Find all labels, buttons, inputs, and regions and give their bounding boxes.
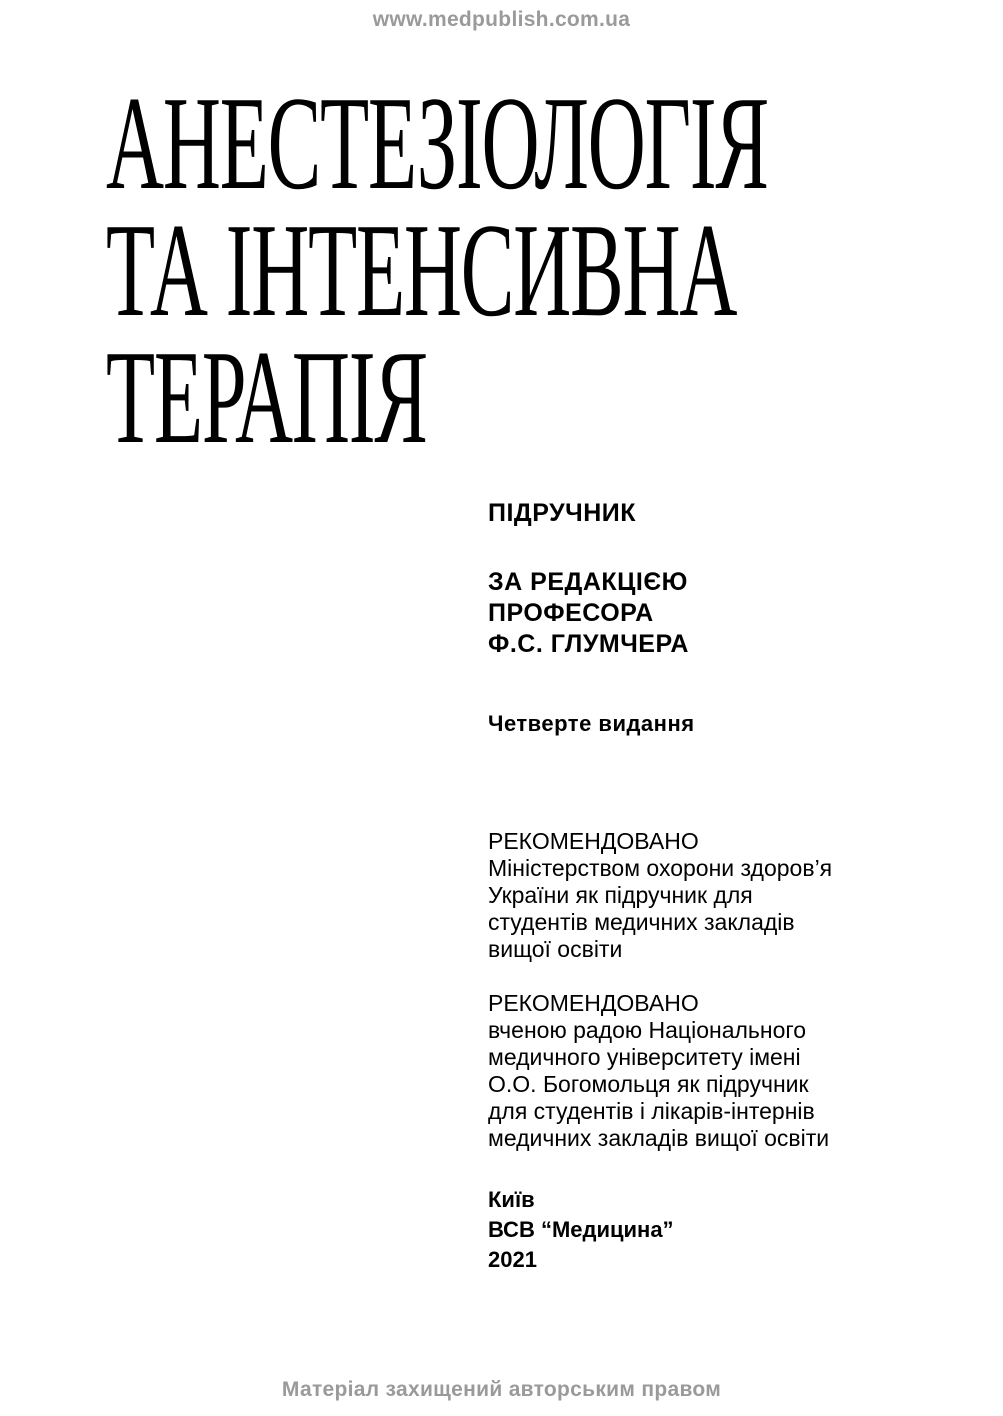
title-line-2: ТА ІНТЕНСИВНА <box>106 196 737 344</box>
book-title <box>106 69 906 471</box>
rec2-line-6: медичних закладів вищої освіти <box>488 1125 830 1151</box>
rec1-line-2: Міністерством охорони здоров’я <box>488 855 833 881</box>
title-line-3: ТЕРАПІЯ <box>106 323 427 471</box>
publisher-name: ВСВ “Медицина” <box>488 1217 674 1242</box>
recommendation-ministry <box>488 828 948 963</box>
watermark-url: www.medpublish.com.ua <box>372 8 631 31</box>
rec2-line-1: РЕКОМЕНДОВАНО <box>488 990 699 1016</box>
rec1-line-4: студентів медичних закладів <box>488 909 795 935</box>
copyright-watermark: Матеріал захищений авторським правом <box>281 1378 722 1401</box>
rec2-line-2: вченою радою Національного <box>488 1017 807 1043</box>
rec1-line-5: вищої освіти <box>488 936 623 962</box>
publisher-block <box>488 1185 948 1275</box>
title-line-1: АНЕСТЕЗІОЛОГІЯ <box>106 69 768 217</box>
editor-line-3: Ф.С. ГЛУМЧЕРА <box>488 630 689 658</box>
rec2-line-4: О.О. Богомольця як підручник <box>488 1071 809 1097</box>
editor-block <box>488 567 948 660</box>
document-type: ПІДРУЧНИК <box>488 499 636 527</box>
editor-line-1: ЗА РЕДАКЦІЄЮ <box>488 568 688 596</box>
rec2-line-3: медичного університету імені <box>488 1044 801 1070</box>
recommendation-university <box>488 990 948 1152</box>
rec1-line-3: України як підручник для <box>488 882 753 908</box>
editor-line-2: ПРОФЕСОРА <box>488 599 654 627</box>
publication-year: 2021 <box>488 1247 537 1272</box>
publisher-city: Київ <box>488 1187 535 1212</box>
rec2-line-5: для студентів і лікарів-інтернів <box>488 1098 815 1124</box>
edition-label: Четверте видання <box>488 711 695 736</box>
rec1-line-1: РЕКОМЕНДОВАНО <box>488 828 699 854</box>
